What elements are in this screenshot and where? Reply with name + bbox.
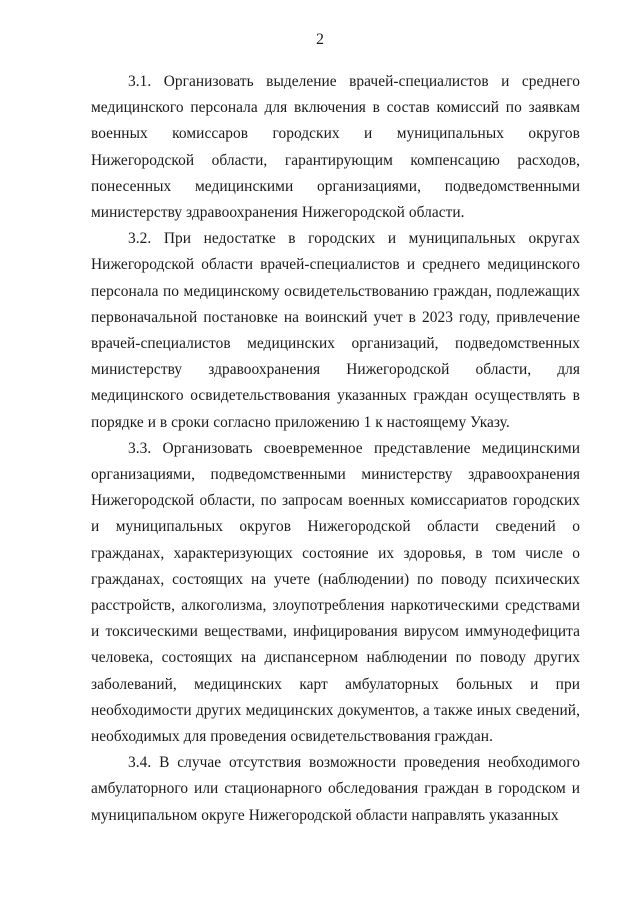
paragraph-3-2: 3.2. При недостатке в городских и муниципальных округах Нижегородской области врачей-специалистов и среднего медицинского персонала по медицинскому освидетельствованию граждан, подлежащих первоначальной постановке на воинский учет в 2023 году, привлечение врачей-специалистов медицинских организаций, подведомственных министерству здравоохранения Нижегородской области, для медицинского освидетельствования указанных граждан осуществлять в порядке и в сроки согласно приложению 1 к настоящему Указу. [91, 230, 580, 431]
document-body [91, 69, 580, 829]
page-number: 2 [316, 31, 324, 48]
paragraph-3-4: 3.4. В случае отсутствия возможности проведения необходимого амбулаторного или стационарного обследования граждан в городском и муниципальном округе Нижегородской области направлять указанных [91, 754, 580, 824]
paragraph-3-1: 3.1. Организовать выделение врачей-специалистов и среднего медицинского персонала для включения в состав комиссий по заявкам военных комиссаров городских и муниципальных округов Нижегородской области, гарантирующим компенсацию расходов, понесенных медицинскими организациями, подведомственными министерству здравоохранения Нижегородской области. [91, 73, 580, 222]
paragraph-3-3: 3.3. Организовать своевременное представление медицинскими организациями, подведомственными министерству здравоохранения Нижегородской области, по запросам военных комиссариатов городских и муниципальных округов Нижегородской области сведений о гражданах, характеризующих состояние их здоровья, в том числе о гражданах, состоящих на учете (наблюдении) по поводу психических расстройств, алкоголизма, злоупотребления наркотическими средствами и токсическими веществами, инфицирования вирусом иммунодефицита человека, состоящих на диспансерном наблюдении по поводу других заболеваний, медицинских карт амбулаторных больных и при необходимости других медицинских документов, а также иных сведений, необходимых для проведения освидетельствования граждан. [91, 439, 580, 746]
